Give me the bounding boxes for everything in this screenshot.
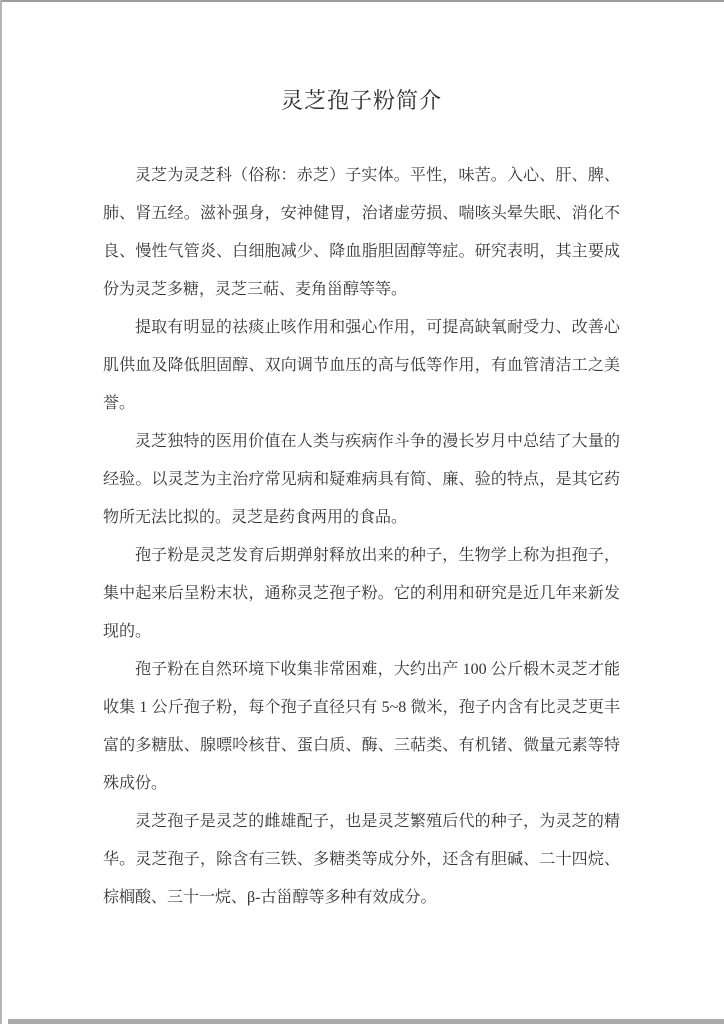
document-title: 灵芝孢子粉简介: [280, 88, 442, 113]
paragraph-spore-powder-origin: 孢子粉是灵芝发育后期弹射释放出来的种子，生物学上称为担孢子，集中起来后呈粉末状，通称灵芝孢子粉。它的利用和研究是近几年来新发现的。: [103, 547, 620, 640]
paragraph-collection-difficulty: 孢子粉在自然环境下收集非常困难，大约出产 100 公斤椴木灵芝才能收集 1 公斤孢子粉，每个孢子直径只有 5~8 微米，孢子内含有比灵芝更丰富的多糖肽、腺嘌呤核苷、蛋白质、酶、三萜类、有机锗、微量元素等特殊成份。: [103, 661, 620, 792]
paragraph-intro: 灵芝为灵芝科（俗称：赤芝）子实体。平性，味苦。入心、肝、脾、肺、肾五经。滋补强身，安神健胃，治诸虚劳损、喘咳头晕失眠、消化不良、慢性气管炎、白细胞减少、降血脂胆固醇等症。研究表明，其主要成份为灵芝多糖，灵芝三萜、麦角甾醇等等。: [103, 167, 620, 298]
paragraph-medical-value: 灵芝独特的医用价值在人类与疾病作斗争的漫长岁月中总结了大量的经验。以灵芝为主治疗常见病和疑难病具有简、廉、验的特点，是其它药物所无法比拟的。灵芝是药食两用的食品。: [103, 433, 620, 526]
paragraph-extract-effects: 提取有明显的祛痰止咳作用和强心作用，可提高缺氧耐受力、改善心肌供血及降低胆固醇、双向调节血压的高与低等作用，有血管清洁工之美誉。: [103, 319, 620, 412]
page-bottom-edge: [8, 1019, 724, 1024]
paragraph-spore-components: 灵芝孢子是灵芝的雌雄配子，也是灵芝繁殖后代的种子，为灵芝的精华。灵芝孢子，除含有三铁、多糖类等成分外，还含有胆碱、二十四烷、棕榈酸、三十一烷、β-古甾醇等多种有效成分。: [103, 813, 620, 906]
page-border-left: [0, 0, 2, 1024]
document-content: [103, 0, 620, 917]
